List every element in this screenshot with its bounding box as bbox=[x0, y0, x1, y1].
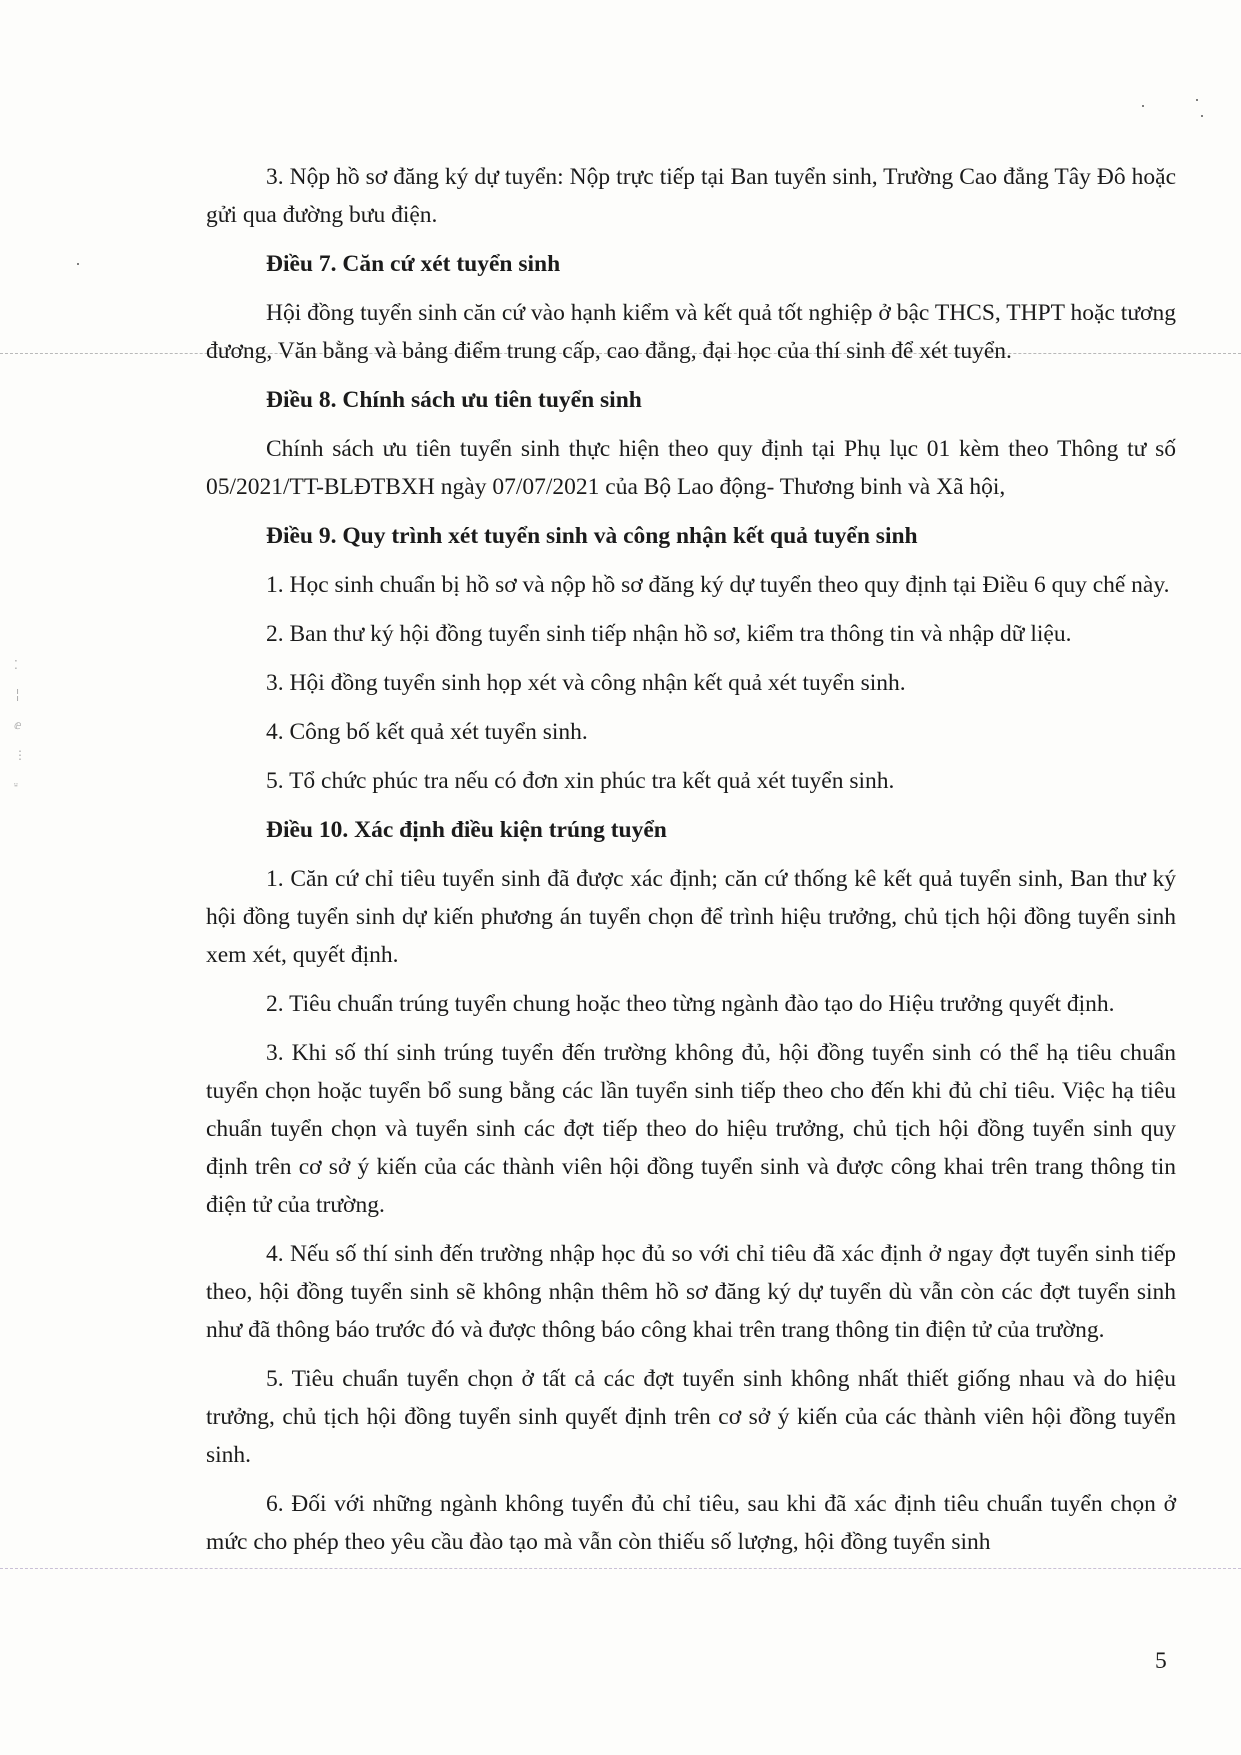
scan-dot bbox=[1201, 115, 1203, 117]
scan-margin-marks: ⁚ ╎ ⅇ ⋮ ⸚ bbox=[14, 658, 26, 792]
paragraph: 4. Công bố kết quả xét tuyển sinh. bbox=[266, 719, 588, 745]
paragraph: 3. Khi số thí sinh trúng tuyển đến trường không đủ, hội đồng tuyển sinh có thể hạ tiêu chuẩn tuyển chọn hoặc tuyển bổ sung bằng các lần tuyển sinh tiếp theo cho đến khi đủ chỉ tiêu. Việc hạ tiêu chuẩn tuyển chọn và tuyển sinh các đợt tiếp theo do hiệu trưởng, chủ tịch hội đồng tuyển sinh quy định trên cơ sở ý kiến của các thành viên hội đồng tuyển sinh và được công khai trên trang thông tin điện tử của trường. bbox=[206, 1040, 1176, 1218]
article-heading: Điều 8. Chính sách ưu tiên tuyển sinh bbox=[266, 387, 642, 413]
paragraph: 2. Ban thư ký hội đồng tuyển sinh tiếp nhận hồ sơ, kiểm tra thông tin và nhập dữ liệu. bbox=[266, 621, 1072, 647]
paragraph: 5. Tổ chức phúc tra nếu có đơn xin phúc tra kết quả xét tuyển sinh. bbox=[266, 768, 895, 794]
paragraph: 1. Học sinh chuẩn bị hồ sơ và nộp hồ sơ đăng ký dự tuyển theo quy định tại Điều 6 quy chế này. bbox=[266, 572, 1170, 598]
scan-dot bbox=[77, 263, 79, 265]
article-heading: Điều 10. Xác định điều kiện trúng tuyển bbox=[266, 817, 667, 843]
paragraph: 6. Đối với những ngành không tuyển đủ chỉ tiêu, sau khi đã xác định tiêu chuẩn tuyển chọn ở mức cho phép theo yêu cầu đào tạo mà vẫn còn thiếu số lượng, hội đồng tuyển sinh bbox=[206, 1491, 1176, 1555]
page-number: 5 bbox=[1155, 1648, 1167, 1674]
document-body bbox=[206, 158, 1176, 1572]
article-heading: Điều 7. Căn cứ xét tuyển sinh bbox=[266, 251, 561, 277]
paragraph: Hội đồng tuyển sinh căn cứ vào hạnh kiểm và kết quả tốt nghiệp ở bậc THCS, THPT hoặc tương đương, Văn bằng và bảng điểm trung cấp, cao đẳng, đại học của thí sinh để xét tuyển. bbox=[206, 300, 1176, 364]
paragraph: 5. Tiêu chuẩn tuyển chọn ở tất cả các đợt tuyển sinh không nhất thiết giống nhau và do hiệu trưởng, chủ tịch hội đồng tuyển sinh quyết định trên cơ sở ý kiến của các thành viên hội đồng tuyển sinh. bbox=[206, 1366, 1176, 1468]
paragraph: 3. Nộp hồ sơ đăng ký dự tuyển: Nộp trực tiếp tại Ban tuyển sinh, Trường Cao đẳng Tây Đô hoặc gửi qua đường bưu điện. bbox=[206, 164, 1176, 228]
paragraph: 1. Căn cứ chỉ tiêu tuyển sinh đã được xác định; căn cứ thống kê kết quả tuyển sinh, Ban thư ký hội đồng tuyển sinh dự kiến phương án tuyển chọn để trình hiệu trưởng, chủ tịch hội đồng tuyển sinh xem xét, quyết định. bbox=[206, 866, 1176, 968]
paragraph: 3. Hội đồng tuyển sinh họp xét và công nhận kết quả xét tuyển sinh. bbox=[266, 670, 906, 696]
article-heading: Điều 9. Quy trình xét tuyển sinh và công nhận kết quả tuyển sinh bbox=[266, 523, 918, 549]
scan-dot bbox=[1142, 105, 1144, 107]
paragraph: Chính sách ưu tiên tuyển sinh thực hiện theo quy định tại Phụ lục 01 kèm theo Thông tư số 05/2021/TT-BLĐTBXH ngày 07/07/2021 của Bộ Lao động- Thương binh và Xã hội, bbox=[206, 436, 1176, 500]
scan-dot bbox=[1196, 99, 1198, 101]
paragraph: 4. Nếu số thí sinh đến trường nhập học đủ so với chỉ tiêu đã xác định ở ngay đợt tuyển sinh tiếp theo, hội đồng tuyển sinh sẽ không nhận thêm hồ sơ đăng ký dự tuyển dù vẫn còn các đợt tuyển sinh như đã thông báo trước đó và được thông báo công khai trên trang thông tin điện tử của trường. bbox=[206, 1241, 1176, 1343]
paragraph: 2. Tiêu chuẩn trúng tuyển chung hoặc theo từng ngành đào tạo do Hiệu trưởng quyết định. bbox=[266, 991, 1115, 1017]
